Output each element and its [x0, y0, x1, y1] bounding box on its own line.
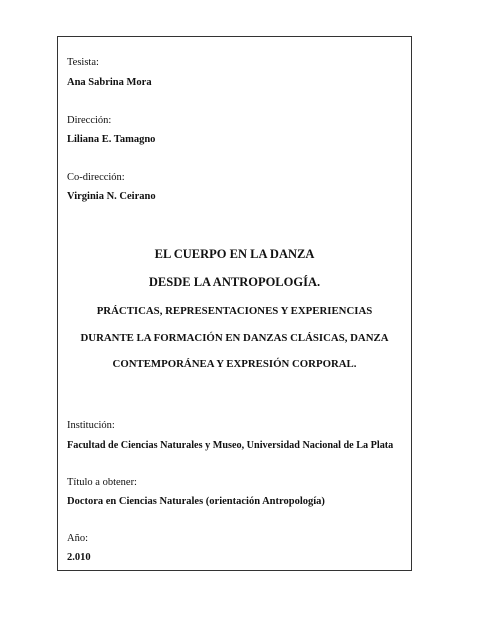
anio-label: Año: — [67, 533, 88, 544]
institucion-label: Institución: — [67, 420, 115, 431]
codireccion-label: Co-dirección: — [67, 172, 125, 183]
thesis-subtitle-line-1: PRÁCTICAS, REPRESENTACIONES Y EXPERIENCIAS — [96, 305, 373, 317]
direccion-label: Dirección: — [67, 115, 112, 126]
thesis-subtitle-line-3: CONTEMPORÁNEA Y EXPRESIÓN CORPORAL. — [112, 358, 357, 370]
tesista-label: Tesista: — [67, 57, 99, 68]
titulo-label: Título a obtener: — [67, 477, 137, 488]
degree-name: Doctora en Ciencias Naturales (orientación Antropología) — [67, 496, 325, 507]
codirector-name: Virginia N. Ceirano — [67, 191, 156, 202]
thesis-subtitle-line-2: DURANTE LA FORMACIÓN EN DANZAS CLÁSICAS, DANZA — [80, 332, 389, 344]
director-name: Liliana E. Tamagno — [67, 134, 156, 145]
tesista-name: Ana Sabrina Mora — [67, 77, 152, 88]
thesis-title-line-1: EL CUERPO EN LA DANZA — [154, 247, 315, 261]
thesis-title-line-2: DESDE LA ANTROPOLOGÍA. — [148, 275, 321, 289]
institution-name: Facultad de Ciencias Naturales y Museo, Universidad Nacional de La Plata — [67, 440, 394, 451]
year-value: 2.010 — [67, 552, 91, 563]
